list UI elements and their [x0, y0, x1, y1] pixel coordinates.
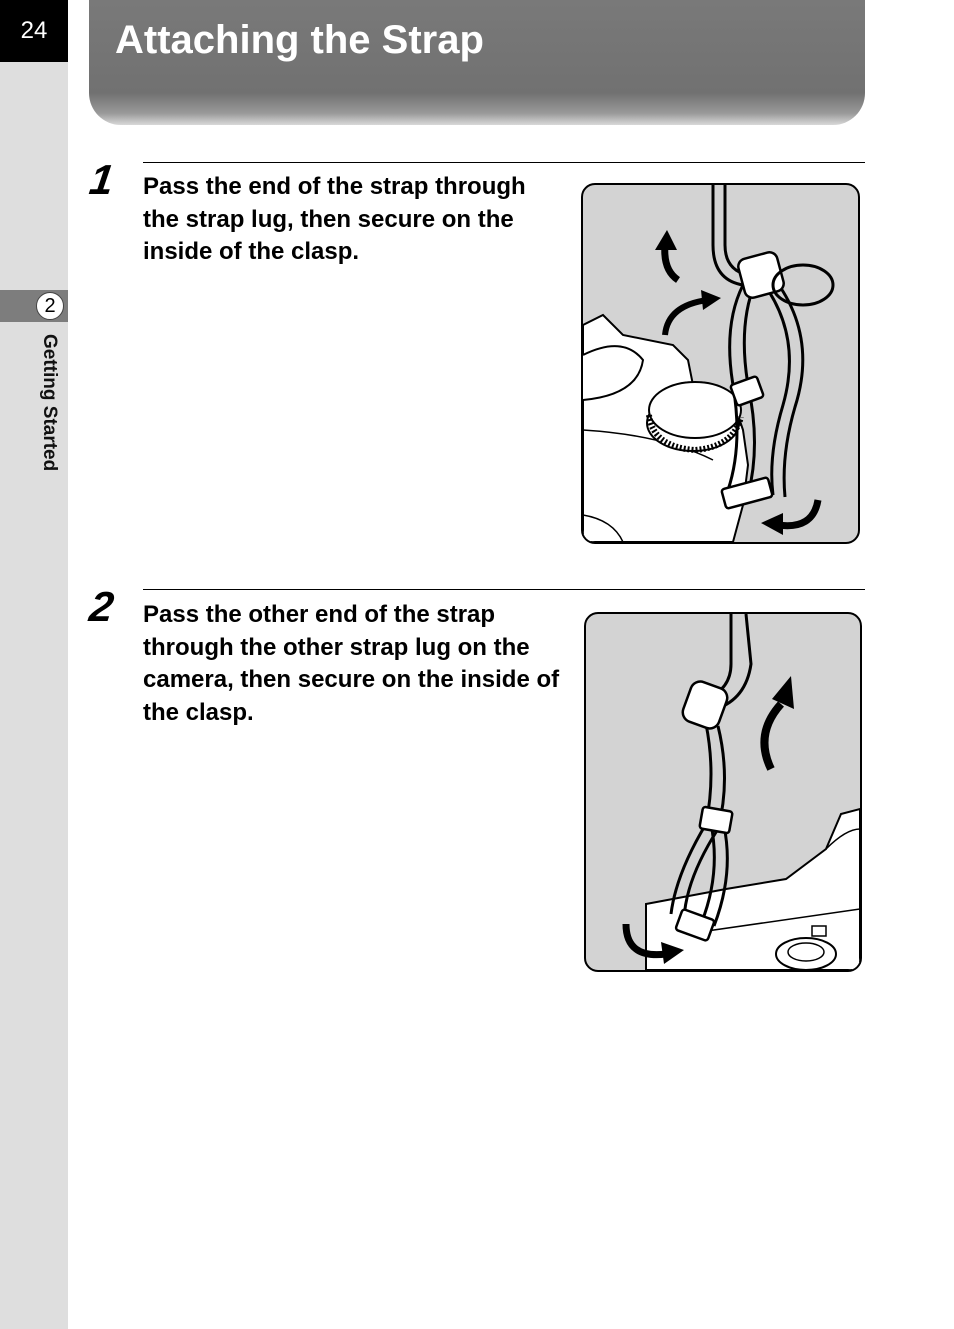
step-2-text: Pass the other end of the strap through the other strap lug on the camera, then secure on the inside of the clasp. [143, 601, 560, 726]
side-strip [0, 0, 68, 1329]
page-number: 24 [0, 0, 68, 62]
step-2-rule [143, 589, 865, 590]
step-1-rule [143, 162, 865, 163]
step-2-number: 2 [86, 583, 117, 630]
chapter-number: 2 [36, 292, 64, 320]
page-title: Attaching the Strap [115, 18, 484, 62]
chapter-title: Getting Started [39, 334, 60, 472]
step-1-illustration [581, 183, 860, 544]
strap-lug-illustration-1 [583, 185, 858, 542]
step-2-illustration [584, 612, 862, 972]
strap-lug-illustration-2 [586, 614, 860, 970]
step-1-number: 1 [86, 156, 117, 203]
step-1-text: Pass the end of the strap through the strap lug, then secure on the inside of the clasp. [143, 173, 526, 265]
